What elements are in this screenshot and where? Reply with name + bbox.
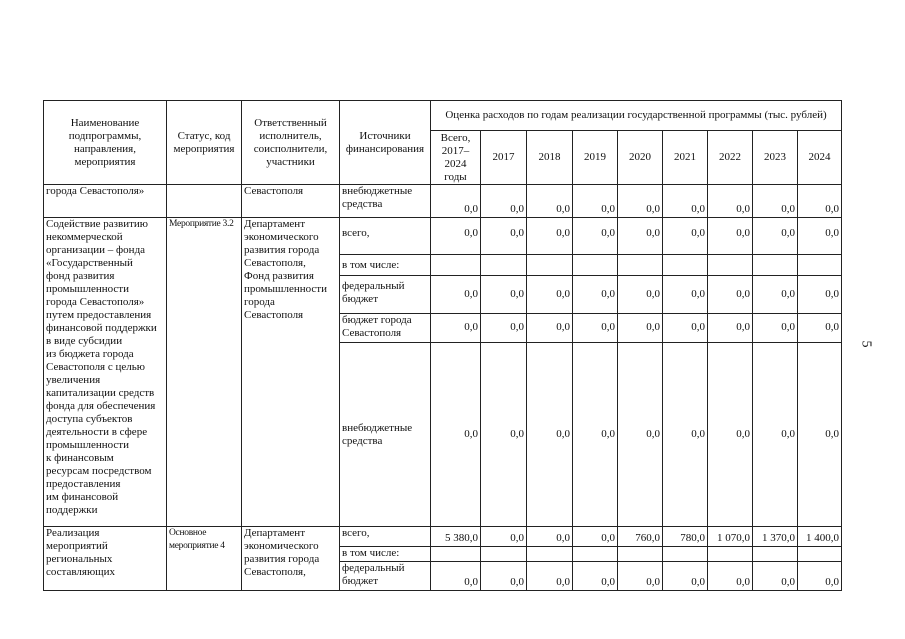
empty-cell <box>527 547 573 562</box>
value-cell: 0,0 <box>431 314 481 343</box>
value-cell: 0,0 <box>481 276 527 314</box>
empty-cell <box>573 255 618 276</box>
value-cell: 0,0 <box>527 218 573 255</box>
value-cell: 0,0 <box>618 343 663 527</box>
value-cell: 0,0 <box>663 343 708 527</box>
header-executor: Ответственный исполнитель, соисполнители, участники <box>242 101 340 185</box>
value-cell: 0,0 <box>431 562 481 591</box>
header-year: 2019 <box>573 131 618 185</box>
empty-cell <box>527 255 573 276</box>
value-cell: 0,0 <box>573 343 618 527</box>
value-cell: 0,0 <box>798 276 842 314</box>
empty-cell <box>753 255 798 276</box>
value-cell: 0,0 <box>527 343 573 527</box>
value-cell: 0,0 <box>753 185 798 218</box>
funding-source: внебюджетные средства <box>340 185 431 218</box>
value-cell: 0,0 <box>618 562 663 591</box>
funding-source: в том числе: <box>340 255 431 276</box>
value-cell: 1 370,0 <box>753 527 798 547</box>
header-total: Всего, 2017–2024 годы <box>431 131 481 185</box>
value-cell: 0,0 <box>431 218 481 255</box>
page-number: 5 <box>858 340 874 348</box>
value-cell: 0,0 <box>798 218 842 255</box>
value-cell: 1 070,0 <box>708 527 753 547</box>
table-row <box>44 527 842 547</box>
value-cell: 0,0 <box>573 276 618 314</box>
value-cell: 0,0 <box>798 314 842 343</box>
header-status: Статус, код мероприятия <box>167 101 242 185</box>
value-cell: 1 400,0 <box>798 527 842 547</box>
value-cell: 0,0 <box>618 218 663 255</box>
value-cell: 0,0 <box>527 185 573 218</box>
activity-executor: Департамент экономического развития города Севастополя, <box>242 527 340 591</box>
value-cell: 0,0 <box>708 185 753 218</box>
value-cell: 0,0 <box>481 527 527 547</box>
value-cell: 0,0 <box>663 314 708 343</box>
header-year: 2021 <box>663 131 708 185</box>
value-cell: 0,0 <box>708 562 753 591</box>
header-year: 2024 <box>798 131 842 185</box>
budget-table <box>43 100 842 591</box>
table-row <box>44 185 842 218</box>
value-cell: 0,0 <box>481 314 527 343</box>
value-cell: 0,0 <box>663 185 708 218</box>
funding-source: в том числе: <box>340 547 431 562</box>
value-cell: 0,0 <box>753 343 798 527</box>
header-year: 2017 <box>481 131 527 185</box>
value-cell: 0,0 <box>708 343 753 527</box>
empty-cell <box>618 255 663 276</box>
value-cell: 0,0 <box>431 276 481 314</box>
value-cell: 0,0 <box>431 343 481 527</box>
value-cell: 0,0 <box>618 314 663 343</box>
activity-status <box>167 185 242 218</box>
value-cell: 0,0 <box>663 562 708 591</box>
value-cell: 0,0 <box>527 527 573 547</box>
value-cell: 0,0 <box>708 276 753 314</box>
activity-name: Реализация мероприятий региональных составляющих <box>44 527 167 591</box>
empty-cell <box>753 547 798 562</box>
empty-cell <box>573 547 618 562</box>
value-cell: 0,0 <box>481 343 527 527</box>
funding-source: внебюджетные средства <box>340 343 431 527</box>
empty-cell <box>431 255 481 276</box>
empty-cell <box>663 547 708 562</box>
activity-name: города Севастополя» <box>44 185 167 218</box>
header-group-title: Оценка расходов по годам реализации государственной программы (тыс. рублей) <box>431 101 842 131</box>
value-cell: 0,0 <box>708 314 753 343</box>
header-year: 2023 <box>753 131 798 185</box>
empty-cell <box>618 547 663 562</box>
empty-cell <box>431 547 481 562</box>
value-cell: 5 380,0 <box>431 527 481 547</box>
header-name: Наименование подпрограммы, направления, мероприятия <box>44 101 167 185</box>
funding-source: федеральный бюджет <box>340 276 431 314</box>
value-cell: 0,0 <box>618 276 663 314</box>
value-cell: 0,0 <box>573 218 618 255</box>
value-cell: 760,0 <box>618 527 663 547</box>
activity-executor: Департамент экономического развития города Севастополя, Фонд развития промышленности города Севастополя <box>242 218 340 527</box>
value-cell: 780,0 <box>663 527 708 547</box>
value-cell: 0,0 <box>481 185 527 218</box>
funding-source: федеральный бюджет <box>340 562 431 591</box>
value-cell: 0,0 <box>663 218 708 255</box>
value-cell: 0,0 <box>573 314 618 343</box>
empty-cell <box>798 547 842 562</box>
activity-status: Мероприятие 3.2 <box>167 218 242 527</box>
header-year: 2022 <box>708 131 753 185</box>
value-cell: 0,0 <box>753 314 798 343</box>
header-year: 2020 <box>618 131 663 185</box>
funding-source: всего, <box>340 527 431 547</box>
empty-cell <box>798 255 842 276</box>
empty-cell <box>663 255 708 276</box>
value-cell: 0,0 <box>527 562 573 591</box>
empty-cell <box>708 255 753 276</box>
value-cell: 0,0 <box>573 562 618 591</box>
activity-name: Содействие развитию некоммерческой организации – фонда «Государственный фонд развития промышленности города Севастополя» путем предоставления финансовой поддержки в виде субсидии из бюджета города Севастополя с целью увеличения капитализации средств фонда для обеспечения доступа субъектов деятельности в сфере промышленности к финансовым ресурсам посредством предоставления им финансовой поддержки <box>44 218 167 527</box>
table-row <box>44 218 842 255</box>
value-cell: 0,0 <box>798 562 842 591</box>
value-cell: 0,0 <box>753 276 798 314</box>
header-source: Источники финансирования <box>340 101 431 185</box>
value-cell: 0,0 <box>798 185 842 218</box>
value-cell: 0,0 <box>481 562 527 591</box>
funding-source: бюджет города Севастополя <box>340 314 431 343</box>
value-cell: 0,0 <box>573 185 618 218</box>
value-cell: 0,0 <box>527 314 573 343</box>
value-cell: 0,0 <box>753 218 798 255</box>
empty-cell <box>481 255 527 276</box>
activity-executor: Севастополя <box>242 185 340 218</box>
funding-source: всего, <box>340 218 431 255</box>
header-year: 2018 <box>527 131 573 185</box>
empty-cell <box>481 547 527 562</box>
value-cell: 0,0 <box>708 218 753 255</box>
empty-cell <box>708 547 753 562</box>
value-cell: 0,0 <box>431 185 481 218</box>
value-cell: 0,0 <box>527 276 573 314</box>
value-cell: 0,0 <box>798 343 842 527</box>
value-cell: 0,0 <box>663 276 708 314</box>
value-cell: 0,0 <box>618 185 663 218</box>
value-cell: 0,0 <box>481 218 527 255</box>
activity-status: Основное мероприятие 4 <box>167 527 242 591</box>
value-cell: 0,0 <box>753 562 798 591</box>
value-cell: 0,0 <box>573 527 618 547</box>
